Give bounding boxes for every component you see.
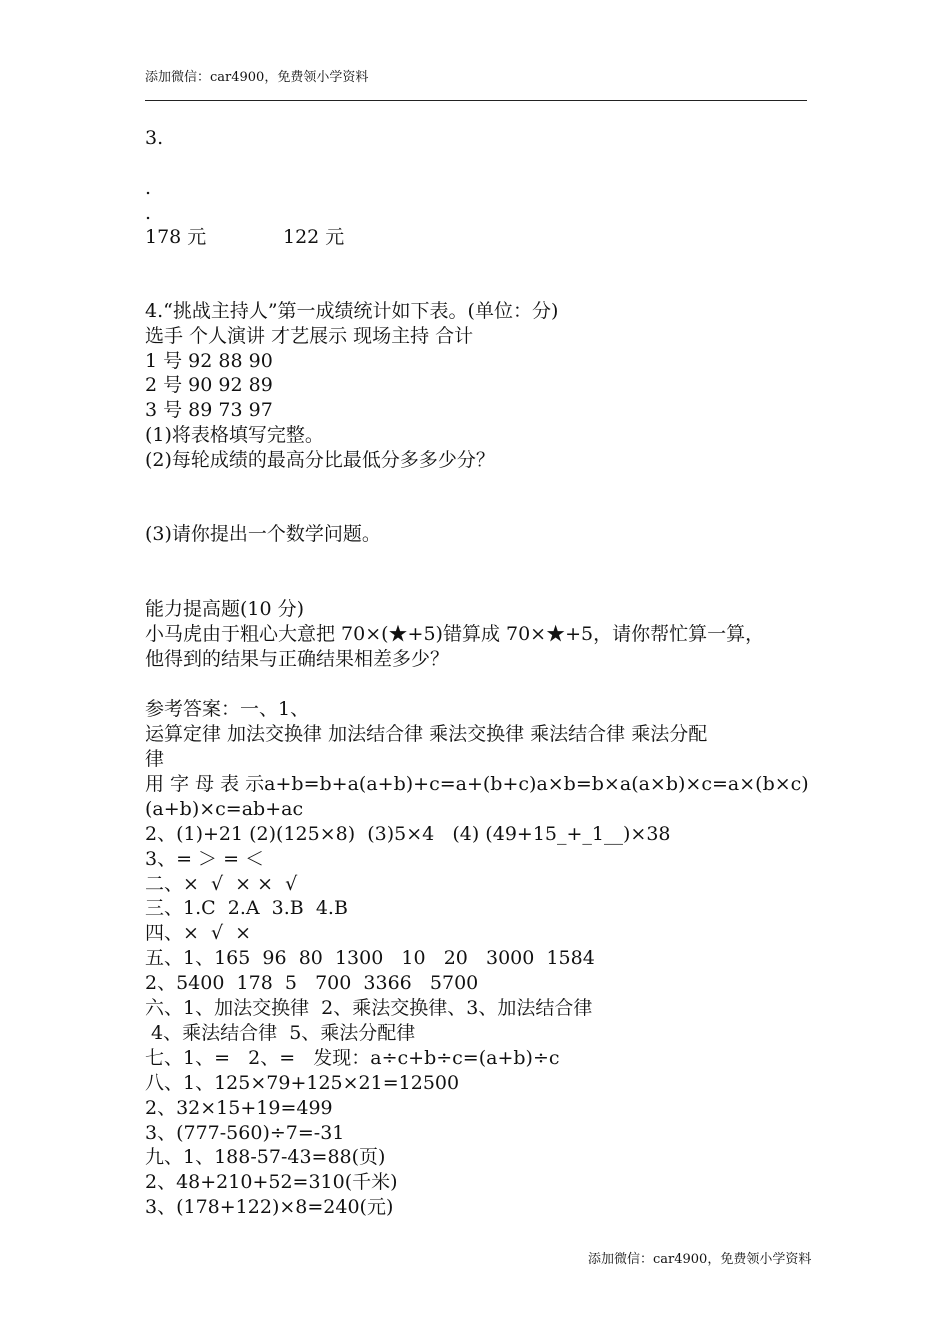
answer-line: 2、48+210+52=310(千米) <box>145 1171 398 1193</box>
answer-line: 3、= ＞ = ＜ <box>145 848 265 870</box>
answer-line: 2、(1)+21 (2)(125×8) (3)5×4 (4) (49+15_+_1__)×38 <box>145 823 671 845</box>
answers-formula-line <box>145 772 807 796</box>
formula: (a+b)+c=a+(b+c) <box>358 773 537 795</box>
formula: (a×b)×c=a×(b×c) <box>631 773 809 795</box>
formula: a×b=b×a <box>536 773 632 795</box>
answers-title: 参考答案：一、1、 <box>145 698 310 720</box>
ability-question-line-2: 他得到的结果与正确结果相差多少？ <box>145 648 450 670</box>
answers-laws-text: 运算定律 加法交换律 加法结合律 乘法交换律 乘法结合律 乘法分配 <box>145 723 708 745</box>
q4-table-header: 选手 个人演讲 才艺展示 现场主持 合计 <box>145 325 474 347</box>
q4-title: 4.“挑战主持人”第一成绩统计如下表。(单位：分) <box>145 300 559 322</box>
footer-text: 添加微信：car4900，免费领小学资料 <box>588 1252 812 1267</box>
formula-lead: 用 字 母 表 示 <box>145 773 265 795</box>
answer-line: 六、1、加法交换律 2、乘法交换律、3、加法结合律 <box>145 997 593 1019</box>
answer-line: 三、1.C 2.A 3.B 4.B <box>145 897 348 919</box>
q4-table-row: 1 号 92 88 90 <box>145 350 273 372</box>
answer-line: 二、× √ × × √ <box>145 873 298 895</box>
answer-line: 八、1、125×79+125×21=12500 <box>145 1072 460 1094</box>
q3-dot-1: . <box>145 177 152 199</box>
answer-line: 五、1、165 96 80 1300 10 20 3000 1584 <box>145 947 595 969</box>
answers-laws-line <box>145 722 807 746</box>
ability-title: 能力提高题(10 分) <box>145 598 305 620</box>
q4-sub-question-2: (2)每轮成绩的最高分比最低分多多少分？ <box>145 449 495 471</box>
answer-line: 七、1、= 2、= 发现：a÷c+b÷c=(a+b)÷c <box>145 1047 560 1069</box>
answer-line: 2、5400 178 5 700 3366 5700 <box>145 972 479 994</box>
header-divider <box>145 100 807 101</box>
q3-dot-2: . <box>145 202 152 224</box>
q4-table-row: 3 号 89 73 97 <box>145 399 273 421</box>
q4-sub-question-3: (3)请你提出一个数学问题。 <box>145 523 381 545</box>
formula: a+b=b+a <box>264 773 359 795</box>
q4-sub-question-1: (1)将表格填写完整。 <box>145 424 324 446</box>
q3-price-a: 178 元 <box>145 226 207 248</box>
ability-question-line-1: 小马虎由于粗心大意把 70×(★+5)错算成 70×★+5，请你帮忙算一算， <box>145 623 765 645</box>
q3-price-b: 122 元 <box>283 226 345 248</box>
answer-line: 2、32×15+19=499 <box>145 1097 333 1119</box>
header-text: 添加微信：car4900，免费领小学资料 <box>145 70 369 85</box>
answer-line: 九、1、188-57-43=88(页) <box>145 1146 386 1168</box>
answer-line: 4、乘法结合律 5、乘法分配律 <box>145 1022 416 1044</box>
answers-laws-end: 律 <box>145 748 165 770</box>
answer-line: 四、× √ × <box>145 922 252 944</box>
q4-table-row: 2 号 90 92 89 <box>145 374 273 396</box>
answer-line: 3、(777-560)÷7=-31 <box>145 1122 345 1144</box>
answers-formula-last: (a+b)×c=ab+ac <box>145 798 304 820</box>
answer-line: 3、(178+122)×8=240(元) <box>145 1196 394 1218</box>
q3-label: 3. <box>145 127 164 149</box>
